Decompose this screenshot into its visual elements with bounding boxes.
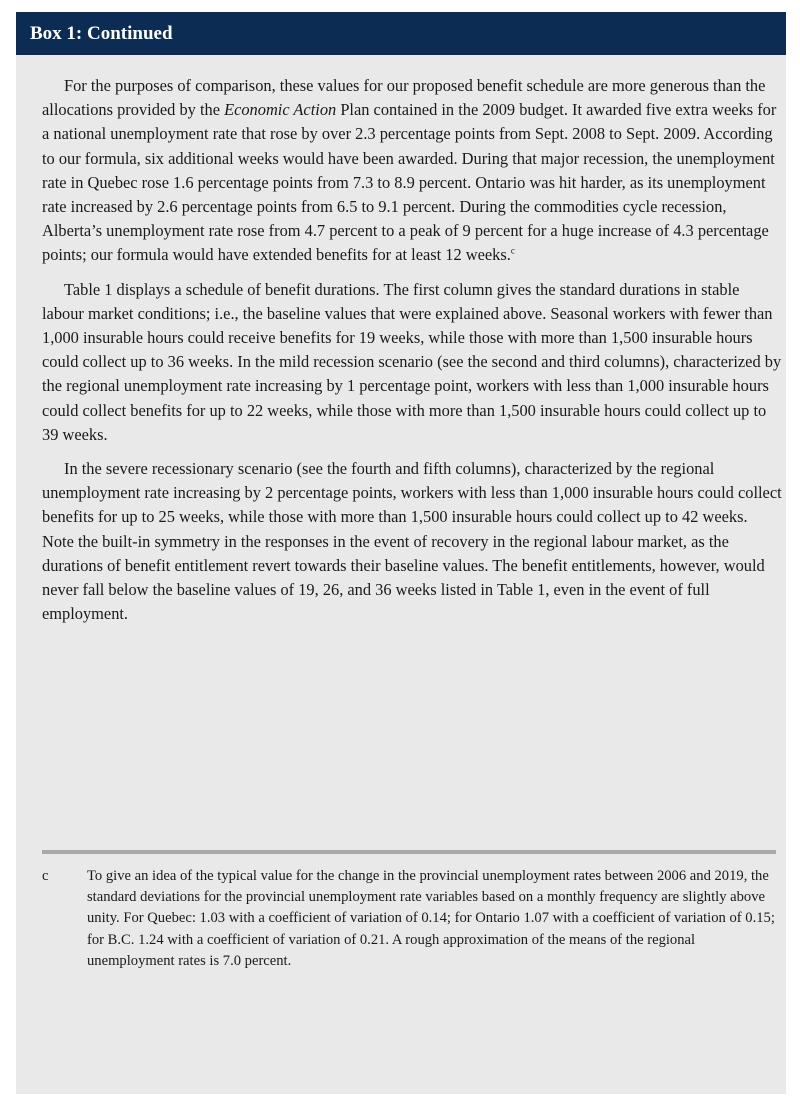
paragraph-1 (42, 74, 782, 268)
box-title: Box 1: Continued (16, 12, 786, 55)
footnote-marker: c (42, 868, 49, 884)
footnote-text: To give an idea of the typical value for the change in the provincial unemployment rates between 2006 and 2019, the standard deviations for the provincial unemployment rate variables based on a monthly frequency are slightly above unity. For Quebec: 1.03 with a coefficient of variation of 0.14; for Ontario 1.07 with a coefficient of variation of 0.15; for B.C. 1.24 with a coefficient of variation of 0.21. A rough approximation of the means of the regional unemployment rates is 7.0 percent. (87, 868, 775, 969)
box-body (42, 74, 782, 636)
paragraph-1-italic: Economic Action (224, 100, 337, 120)
paragraph-2: Table 1 displays a schedule of benefit durations. The first column gives the standard durations in stable labour market conditions; i.e., the baseline values that were explained above. Seasonal workers with fewer than 1,000 insurable hours could receive benefits for 19 weeks, while those with more than 1,500 insurable hours could collect up to 36 weeks. In the mild recession scenario (see the second and third columns), characterized by the regional unemployment rate increasing by 1 percentage point, workers with less than 1,000 insurable hours could collect benefits for up to 22 weeks, while those with more than 1,500 insurable hours could collect up to 39 weeks. (42, 279, 782, 444)
footnote-reference[interactable]: c (510, 245, 515, 256)
footnote (42, 866, 776, 972)
paragraph-1-text-b: Plan contained in the 2009 budget. It awarded five extra weeks for a national unemployment rate that rose by over 2.3 percentage points from Sept. 2008 to Sept. 2009. According to our formula, six additional weeks would have been awarded. During that major recession, the unemployment rate in Quebec rose 1.6 percentage points from 7.3 to 8.9 percent. Ontario was hit harder, as its unemployment rate increased by 2.6 percentage points from 6.5 to 9.1 percent. During the commodities cycle recession, Alberta’s unemployment rate rose from 4.7 percent to a peak of 9 percent for a huge increase of 4.3 percentage points; our formula would have extended benefits for at least 12 weeks. (42, 100, 777, 265)
paragraph-3: In the severe recessionary scenario (see the fourth and fifth columns), characterized by the regional unemployment rate increasing by 2 percentage points, workers with less than 1,000 insurable hours could collect benefits for up to 25 weeks, while those with more than 1,500 insurable hours could collect up to 42 weeks. Note the built-in symmetry in the responses in the event of recovery in the regional labour market, as the durations of benefit entitlement revert towards their baseline values. The benefit entitlements, however, would never fall below the baseline values of 19, 26, and 36 weeks listed in Table 1, even in the event of full employment. (42, 459, 782, 624)
paragraph-1-text-a: For the purposes of comparison, these values for our proposed benefit schedule are more generous than the allocations provided by the (42, 76, 766, 120)
footnote-divider (42, 850, 776, 854)
box-panel (16, 12, 786, 1094)
